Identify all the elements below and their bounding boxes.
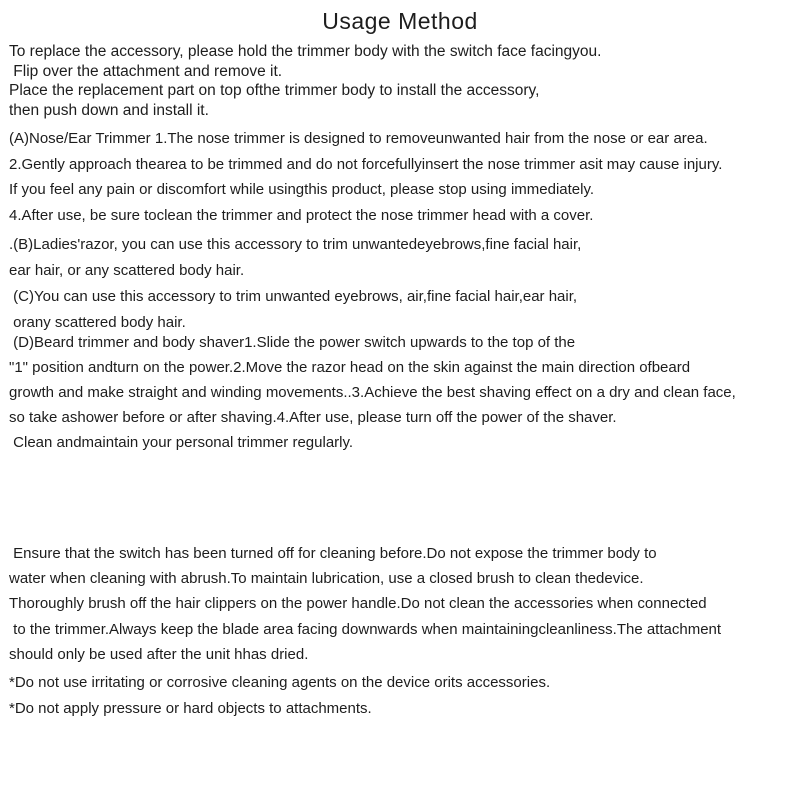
text-line: (A)Nose/Ear Trimmer 1.The nose trimmer is designed to removeunwanted hair from the nose or ear area. — [9, 130, 708, 147]
text-line: 2.Gently approach thearea to be trimmed and do not forcefullyinsert the nose trimmer asit may cause injury. — [9, 155, 723, 173]
section-a-nose-ear-trimmer — [9, 126, 800, 228]
text-line: 4.After use, be sure toclean the trimmer and protect the nose trimmer head with a cover. — [9, 206, 594, 224]
text-line: growth and make straight and winding movements..3.Achieve the best shaving effect on a dry and clean face, — [9, 383, 736, 401]
text-line: orany scattered body hair. — [9, 313, 186, 331]
text-line: (D)Beard trimmer and body shaver1.Slide the power switch upwards to the top of the — [9, 334, 576, 351]
text-line: ear hair, or any scattered body hair. — [9, 262, 245, 279]
text-line: "1" position andturn on the power.2.Move the razor head on the skin against the main direction ofbeard — [9, 358, 691, 376]
text-line: .(B)Ladies'razor, you can use this accessory to trim unwantedeyebrows,fine facial hair, — [9, 236, 582, 253]
text-line: Thoroughly brush off the hair clippers on the power handle.Do not clean the accessories when connected — [9, 595, 707, 613]
section-d-beard-trimmer-shaver — [9, 331, 800, 456]
section-b-ladies-razor — [9, 232, 800, 284]
section-c-accessory — [9, 284, 800, 335]
text-line: Ensure that the switch has been turned off for cleaning before.Do not expose the trimmer body to — [9, 545, 657, 562]
text-line: Flip over the attachment and remove it. — [9, 62, 283, 80]
text-line: *Do not apply pressure or hard objects to attachments. — [9, 700, 372, 717]
warnings-paragraph — [9, 670, 800, 722]
text-line: *Do not use irritating or corrosive cleaning agents on the device orits accessories. — [9, 674, 551, 691]
text-line: If you feel any pain or discomfort while usingthis product, please stop using immediately. — [9, 181, 595, 199]
text-line: water when cleaning with abrush.To maintain lubrication, use a closed brush to clean thedevice. — [9, 570, 644, 588]
text-line: to the trimmer.Always keep the blade area facing downwards when maintainingcleanliness.The attachment — [9, 620, 722, 638]
text-line: should only be used after the unit hhas dried. — [9, 645, 309, 663]
text-line: Place the replacement part on top ofthe trimmer body to install the accessory, — [9, 82, 540, 100]
page-title: Usage Method — [322, 8, 478, 34]
text-line: then push down and install it. — [9, 102, 209, 120]
text-line: (C)You can use this accessory to trim unwanted eyebrows, air,fine facial hair,ear hair, — [9, 288, 578, 305]
text-line: so take ashower before or after shaving.4.After use, please turn off the power of the shaver. — [9, 408, 617, 426]
text-line: Clean andmaintain your personal trimmer regularly. — [9, 433, 354, 451]
cleaning-instructions-paragraph — [9, 541, 800, 667]
text-line: To replace the accessory, please hold the trimmer body with the switch face facingyou. — [9, 43, 602, 60]
intro-paragraph — [9, 42, 800, 121]
